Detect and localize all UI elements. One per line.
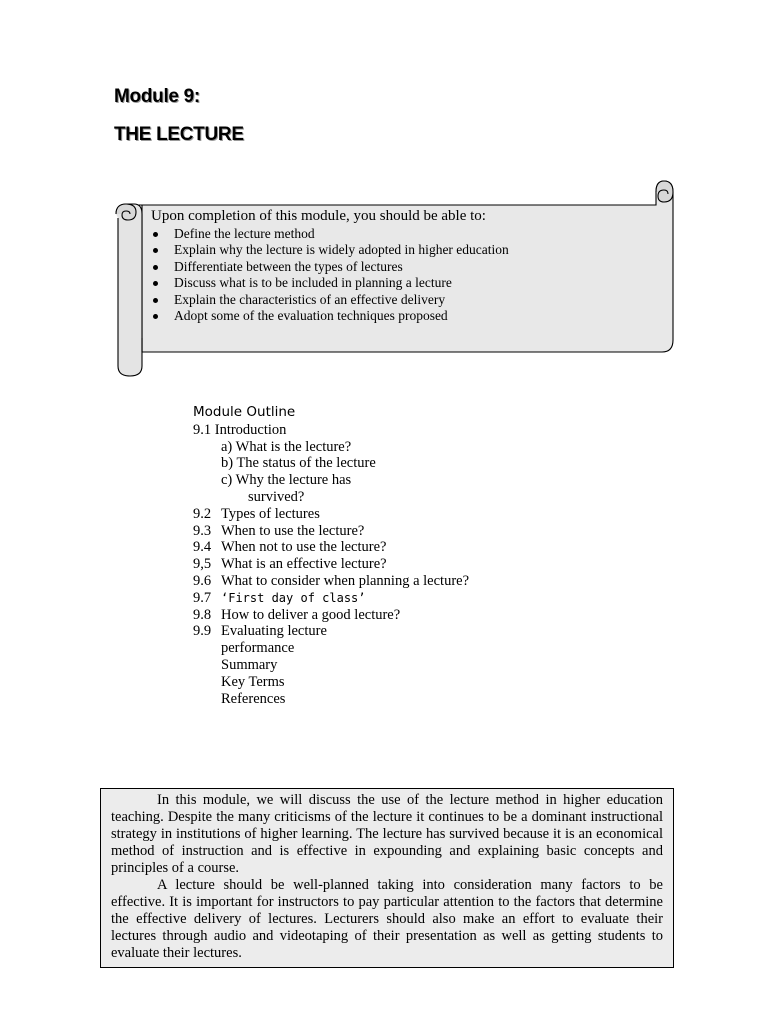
outline-subitem-b: b) The status of the lecture [221,455,376,472]
outline-text: Evaluating lecture [221,623,327,640]
outline-item-9-7 [193,590,469,607]
module-number-heading: Module 9: [114,86,200,107]
learning-objectives [151,208,661,325]
objective-item: Explain the characteristics of an effective delivery [151,292,661,309]
outline-number: 9,5 [193,556,212,573]
objective-item: Adopt some of the evaluation techniques proposed [151,308,661,325]
objective-item: Discuss what is to be included in planning a lecture [151,275,661,292]
outline-item-9-1: 9.1 Introduction [193,421,287,438]
outline-item-9-6 [193,573,469,590]
objectives-list [151,226,661,325]
outline-number: 9.8 [193,606,212,623]
outline-subitem-c-cont: survived? [248,488,305,505]
outline-subitem-a: a) What is the lecture? [221,438,352,455]
outline-number: 9.3 [193,522,212,539]
outline-item-9-2 [193,506,469,523]
outline-number: 9.2 [193,505,212,522]
outline-title: Module Outline [193,404,296,420]
module-outline [193,404,469,707]
introduction-paragraph-2: A lecture should be well-planned taking into consideration many factors to be effective. It is important for instructors to pay particular attention to the factors that determine the effective delivery of lectures. Lecturers should also make an effort to evaluate their lectures through audio and videotaping of their presentation as well as getting students to evaluate their lectures. [111,877,663,961]
outline-text: When to use the lecture? [221,522,365,539]
module-title-heading: THE LECTURE [114,124,244,145]
outline-text: What is an effective lecture? [221,556,387,573]
outline-text: Types of lectures [221,505,320,522]
introduction-paragraph-1: In this module, we will discuss the use of the lecture method in higher education teaching. Despite the many criticisms of the lecture it continues to be a dominant instructional strategy in institutions of higher learning. The lecture has survived because it is an economical method of instruction and is effective in expounding and explaining basic concepts and principles of a course. [111,792,663,876]
outline-item-references: References [221,690,286,707]
outline-item-summary: Summary [221,656,278,673]
outline-item-9-9 [193,623,469,640]
introduction-box [100,788,674,968]
outline-number: 9.9 [193,623,212,640]
outline-text: How to deliver a good lecture? [221,606,401,623]
outline-number: 9.7 [193,589,212,606]
outline-text: What to consider when planning a lecture? [221,572,470,589]
outline-item-9-9-cont: performance [221,640,295,657]
outline-item-9-3 [193,523,469,540]
outline-text: ‘First day of class’ [221,590,366,605]
outline-item-9-8 [193,607,469,624]
outline-text: When not to use the lecture? [221,539,387,556]
objective-item: Define the lecture method [151,226,661,243]
objective-item: Explain why the lecture is widely adopted in higher education [151,242,661,259]
outline-item-9-4 [193,539,469,556]
objectives-intro: Upon completion of this module, you should be able to: [151,208,486,224]
outline-number: 9.6 [193,572,212,589]
objective-item: Differentiate between the types of lectures [151,259,661,276]
outline-item-9-5 [193,556,469,573]
outline-number: 9.4 [193,539,212,556]
outline-subitem-c: c) Why the lecture has [221,472,352,489]
outline-item-key-terms: Key Terms [221,673,285,690]
